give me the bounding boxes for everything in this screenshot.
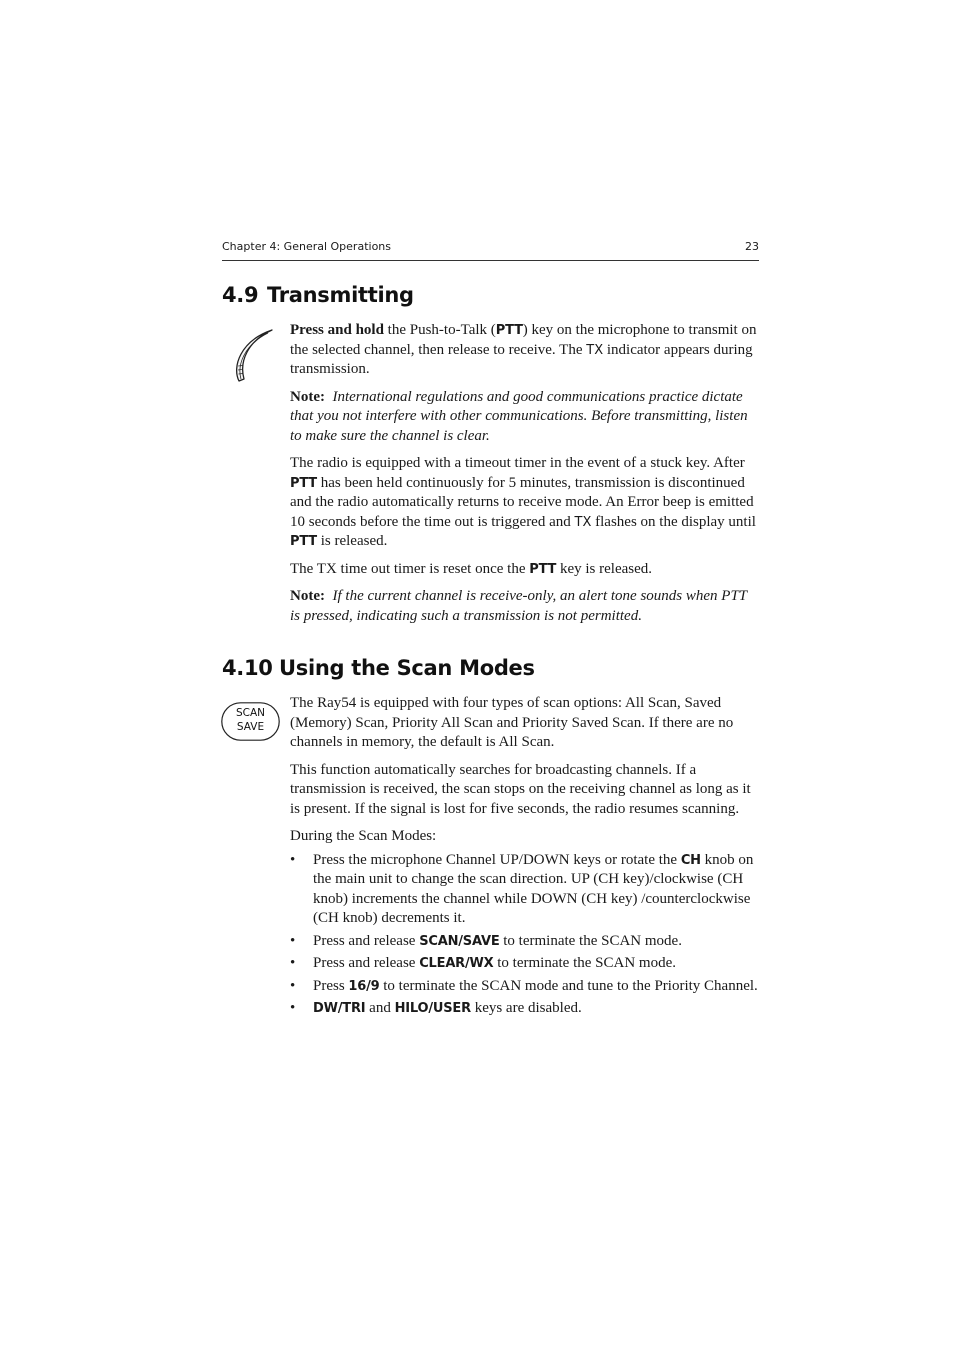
note-label: Note: — [290, 388, 325, 405]
paragraph — [290, 321, 760, 380]
scan-modes-body — [290, 694, 760, 1022]
scan-label: SCAN — [235, 707, 266, 719]
bullet: • — [290, 932, 296, 949]
text-run: Press and release — [313, 932, 420, 949]
text-run: to terminate the SCAN mode and tune to the Priority Channel. — [379, 977, 758, 994]
page-number: 23 — [745, 240, 759, 253]
scan-bullet-list — [290, 851, 760, 1019]
list-item — [290, 851, 760, 929]
paragraph: This function automatically searches for broadcasting channels. If a transmission is received, the scan stops on the receiving channel as long as it is present. If the signal is lost for five seconds, the radio resumes scanning. — [290, 761, 751, 817]
list-item — [290, 977, 760, 997]
section-title: Using the Scan Modes — [279, 656, 535, 680]
key-hilo-user: HILO/USER — [394, 1001, 471, 1016]
scan-save-key-icon — [221, 702, 280, 741]
list-item — [290, 999, 760, 1019]
key-clear-wx: CLEAR/WX — [419, 956, 494, 971]
tx-indicator: TX — [574, 514, 592, 530]
text-run: to terminate the SCAN mode. — [499, 932, 682, 949]
paragraph: During the Scan Modes: — [290, 828, 437, 844]
page-header — [222, 238, 759, 261]
text-run: ) key on the microphone to transmit on the selected channel, then release to receive. The — [290, 322, 757, 358]
section-number: 4.10 — [222, 656, 273, 680]
text-run: indicator appears during transmission. — [290, 341, 753, 377]
transmitting-body — [290, 321, 760, 634]
text-run: knob on the main unit to change the scan direction. UP (CH key)/clockwise (CH knob) increments the channel while DOWN (CH key) /counterclockwise (CH knob) decrements it. — [313, 851, 754, 926]
tx-indicator: TX — [586, 342, 604, 358]
key-ptt: PTT — [495, 323, 523, 338]
text-run: key is released. — [556, 560, 653, 577]
section-number: 4.9 — [222, 283, 259, 307]
bullet: • — [290, 955, 296, 971]
text-run: is released. — [316, 533, 388, 549]
section-heading-scan-modes — [222, 656, 535, 680]
text-run: to terminate the SCAN mode. — [493, 955, 676, 971]
list-item — [290, 932, 760, 952]
save-label: SAVE — [236, 721, 265, 733]
key-scan-save: SCAN/SAVE — [419, 933, 500, 949]
key-ptt: PTT — [290, 534, 317, 549]
chapter-title: Chapter 4: General Operations — [222, 240, 391, 253]
bullet: • — [290, 851, 296, 868]
bullet: • — [290, 1000, 296, 1016]
section-title: Transmitting — [267, 283, 414, 307]
text-run: the Push-to-Talk ( — [383, 322, 496, 338]
ptt-handset-icon — [226, 327, 276, 383]
text-run: The TX time out timer is reset once the — [290, 560, 530, 577]
text-run: Press the microphone Channel UP/DOWN keys or rotate the — [313, 851, 681, 868]
text-run: Press and release — [313, 955, 420, 971]
text-run: Press — [313, 977, 349, 994]
note — [290, 587, 760, 626]
bullet: • — [290, 977, 296, 994]
paragraph — [290, 454, 760, 552]
text-run: has been held continuously for 5 minutes, transmission is discontinued and the radio automatically returns to receive mode. An Error beep is emitted 10 seconds before the time out is triggered and — [290, 474, 754, 530]
section-heading-transmitting — [222, 283, 414, 307]
bold-lead: Press and hold — [290, 322, 384, 338]
key-ptt: PTT — [290, 475, 317, 491]
key-16-9: 16/9 — [348, 978, 380, 994]
list-item — [290, 954, 760, 974]
note-text: If the current channel is receive-only, an alert tone sounds when PTT is pressed, indicating such a transmission is not permitted. — [290, 588, 747, 624]
text-run: and — [365, 1000, 395, 1016]
paragraph — [290, 560, 760, 580]
key-ptt: PTT — [529, 561, 557, 577]
note — [290, 388, 760, 447]
text-run: flashes on the display until — [591, 513, 756, 530]
text-run: keys are disabled. — [470, 1000, 582, 1016]
note-text: International regulations and good communications practice dictate that you not interfere with other communications. Before transmitting, listen to make sure the channel is clear. — [290, 388, 748, 444]
paragraph: The Ray54 is equipped with four types of scan options: All Scan, Saved (Memory) Scan, Priority All Scan and Priority Saved Scan. If there are no channels in memory, the default is All Scan. — [290, 695, 734, 750]
text-run: The radio is equipped with a timeout timer in the event of a stuck key. After — [290, 455, 745, 471]
key-dw-tri: DW/TRI — [313, 1001, 366, 1016]
note-label: Note: — [290, 588, 325, 604]
key-ch: CH — [680, 852, 701, 868]
